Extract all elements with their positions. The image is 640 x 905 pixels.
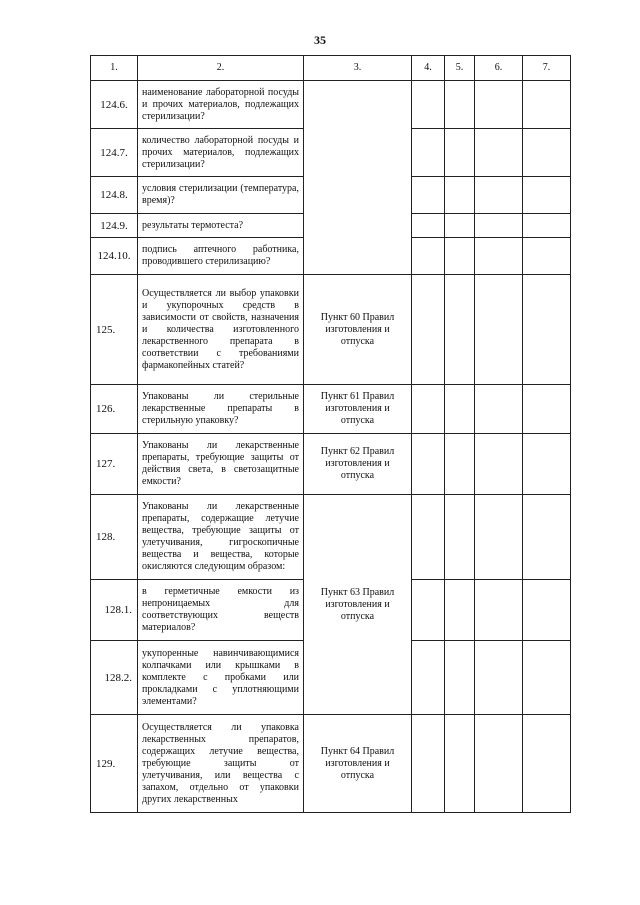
answer-cell[interactable] xyxy=(523,641,571,715)
answer-cell[interactable] xyxy=(445,641,475,715)
answer-cell[interactable] xyxy=(475,495,523,580)
question-text: количество лабораторной посуды и прочих материалов, подлежащих стерилизации? xyxy=(138,129,304,177)
page-number: 35 xyxy=(314,33,326,47)
header-col-7: 7. xyxy=(523,56,571,81)
answer-cell[interactable] xyxy=(475,275,523,385)
answer-cell[interactable] xyxy=(475,214,523,238)
answer-cell[interactable] xyxy=(523,177,571,214)
question-text: в герметичные емкости из непроницаемых для соответствующих веществ материалов? xyxy=(138,580,304,641)
header-col-3: 3. xyxy=(304,56,412,81)
header-col-6: 6. xyxy=(475,56,523,81)
table-row xyxy=(91,81,571,129)
answer-cell[interactable] xyxy=(412,715,445,813)
item-number: 129. xyxy=(91,715,138,813)
answer-cell[interactable] xyxy=(412,641,445,715)
item-number: 128. xyxy=(91,495,138,580)
question-text: Осуществляется ли выбор упаковки и укупорочных средств в зависимости от свойств, назначения и количества изготовленного лекарственного препарата в соответствии с требованиями фармакопейных статей? xyxy=(138,275,304,385)
reference-cell-empty xyxy=(304,81,412,275)
reference-text: Пункт 64 Правил изготовления и отпуска xyxy=(304,715,412,813)
answer-cell[interactable] xyxy=(475,385,523,434)
answer-cell[interactable] xyxy=(523,495,571,580)
answer-cell[interactable] xyxy=(523,434,571,495)
answer-cell[interactable] xyxy=(475,715,523,813)
header-col-1: 1. xyxy=(91,56,138,81)
answer-cell[interactable] xyxy=(523,715,571,813)
answer-cell[interactable] xyxy=(475,129,523,177)
answer-cell[interactable] xyxy=(412,129,445,177)
item-number: 124.10. xyxy=(91,238,138,275)
answer-cell[interactable] xyxy=(445,238,475,275)
answer-cell[interactable] xyxy=(523,385,571,434)
answer-cell[interactable] xyxy=(475,238,523,275)
answer-cell[interactable] xyxy=(445,495,475,580)
answer-cell[interactable] xyxy=(445,81,475,129)
answer-cell[interactable] xyxy=(523,238,571,275)
answer-cell[interactable] xyxy=(445,434,475,495)
reference-text: Пункт 60 Правил изготовления и отпуска xyxy=(304,275,412,385)
answer-cell[interactable] xyxy=(445,580,475,641)
question-text: Осуществляется ли упаковка лекарственных препаратов, содержащих летучие вещества, требующие защиты от улетучивания, или вещества с запахом, отдельно от упаковки других лекарственных xyxy=(138,715,304,813)
answer-cell[interactable] xyxy=(475,177,523,214)
question-text: условия стерилизации (температура, время)? xyxy=(138,177,304,214)
reference-text: Пункт 63 Правил изготовления и отпуска xyxy=(304,495,412,715)
answer-cell[interactable] xyxy=(412,214,445,238)
question-text: подпись аптечного работника, проводившего стерилизацию? xyxy=(138,238,304,275)
header-col-2: 2. xyxy=(138,56,304,81)
item-number: 124.6. xyxy=(91,81,138,129)
answer-cell[interactable] xyxy=(475,641,523,715)
answer-cell[interactable] xyxy=(445,214,475,238)
answer-cell[interactable] xyxy=(445,385,475,434)
answer-cell[interactable] xyxy=(523,81,571,129)
question-text: Упакованы ли лекарственные препараты, требующие защиты от действия света, в светозащитные емкости? xyxy=(138,434,304,495)
answer-cell[interactable] xyxy=(445,275,475,385)
table-row xyxy=(91,495,571,580)
item-number: 128.1. xyxy=(91,580,138,641)
answer-cell[interactable] xyxy=(523,580,571,641)
answer-cell[interactable] xyxy=(412,580,445,641)
answer-cell[interactable] xyxy=(523,275,571,385)
item-number: 127. xyxy=(91,434,138,495)
question-text: Упакованы ли стерильные лекарственные препараты в стерильную упаковку? xyxy=(138,385,304,434)
answer-cell[interactable] xyxy=(412,81,445,129)
item-number: 124.7. xyxy=(91,129,138,177)
answer-cell[interactable] xyxy=(412,275,445,385)
item-number: 124.9. xyxy=(91,214,138,238)
answer-cell[interactable] xyxy=(475,434,523,495)
answer-cell[interactable] xyxy=(475,81,523,129)
header-col-4: 4. xyxy=(412,56,445,81)
question-text: наименование лабораторной посуды и прочих материалов, подлежащих стерилизации? xyxy=(138,81,304,129)
item-number: 126. xyxy=(91,385,138,434)
reference-text: Пункт 61 Правил изготовления и отпуска xyxy=(304,385,412,434)
answer-cell[interactable] xyxy=(412,385,445,434)
item-number: 128.2. xyxy=(91,641,138,715)
question-text: результаты термотеста? xyxy=(138,214,304,238)
answer-cell[interactable] xyxy=(445,177,475,214)
question-text: Упакованы ли лекарственные препараты, содержащие летучие вещества, требующие защиты от улетучивания, гигроскопичные вещества и вещества, которые окисляются следующим образом: xyxy=(138,495,304,580)
header-row xyxy=(91,56,571,81)
answer-cell[interactable] xyxy=(445,715,475,813)
checklist-table xyxy=(90,55,571,813)
answer-cell[interactable] xyxy=(412,434,445,495)
answer-cell[interactable] xyxy=(412,495,445,580)
header-col-5: 5. xyxy=(445,56,475,81)
answer-cell[interactable] xyxy=(412,238,445,275)
item-number: 125. xyxy=(91,275,138,385)
table-row xyxy=(91,385,571,434)
answer-cell[interactable] xyxy=(445,129,475,177)
table-row xyxy=(91,275,571,385)
answer-cell[interactable] xyxy=(523,214,571,238)
item-number: 124.8. xyxy=(91,177,138,214)
table-row xyxy=(91,434,571,495)
answer-cell[interactable] xyxy=(412,177,445,214)
question-text: укупоренные навинчивающимися колпачками или крышками в комплекте с пробками или прокладками с уплотняющими элементами? xyxy=(138,641,304,715)
answer-cell[interactable] xyxy=(475,580,523,641)
answer-cell[interactable] xyxy=(523,129,571,177)
reference-text: Пункт 62 Правил изготовления и отпуска xyxy=(304,434,412,495)
table-row xyxy=(91,715,571,813)
